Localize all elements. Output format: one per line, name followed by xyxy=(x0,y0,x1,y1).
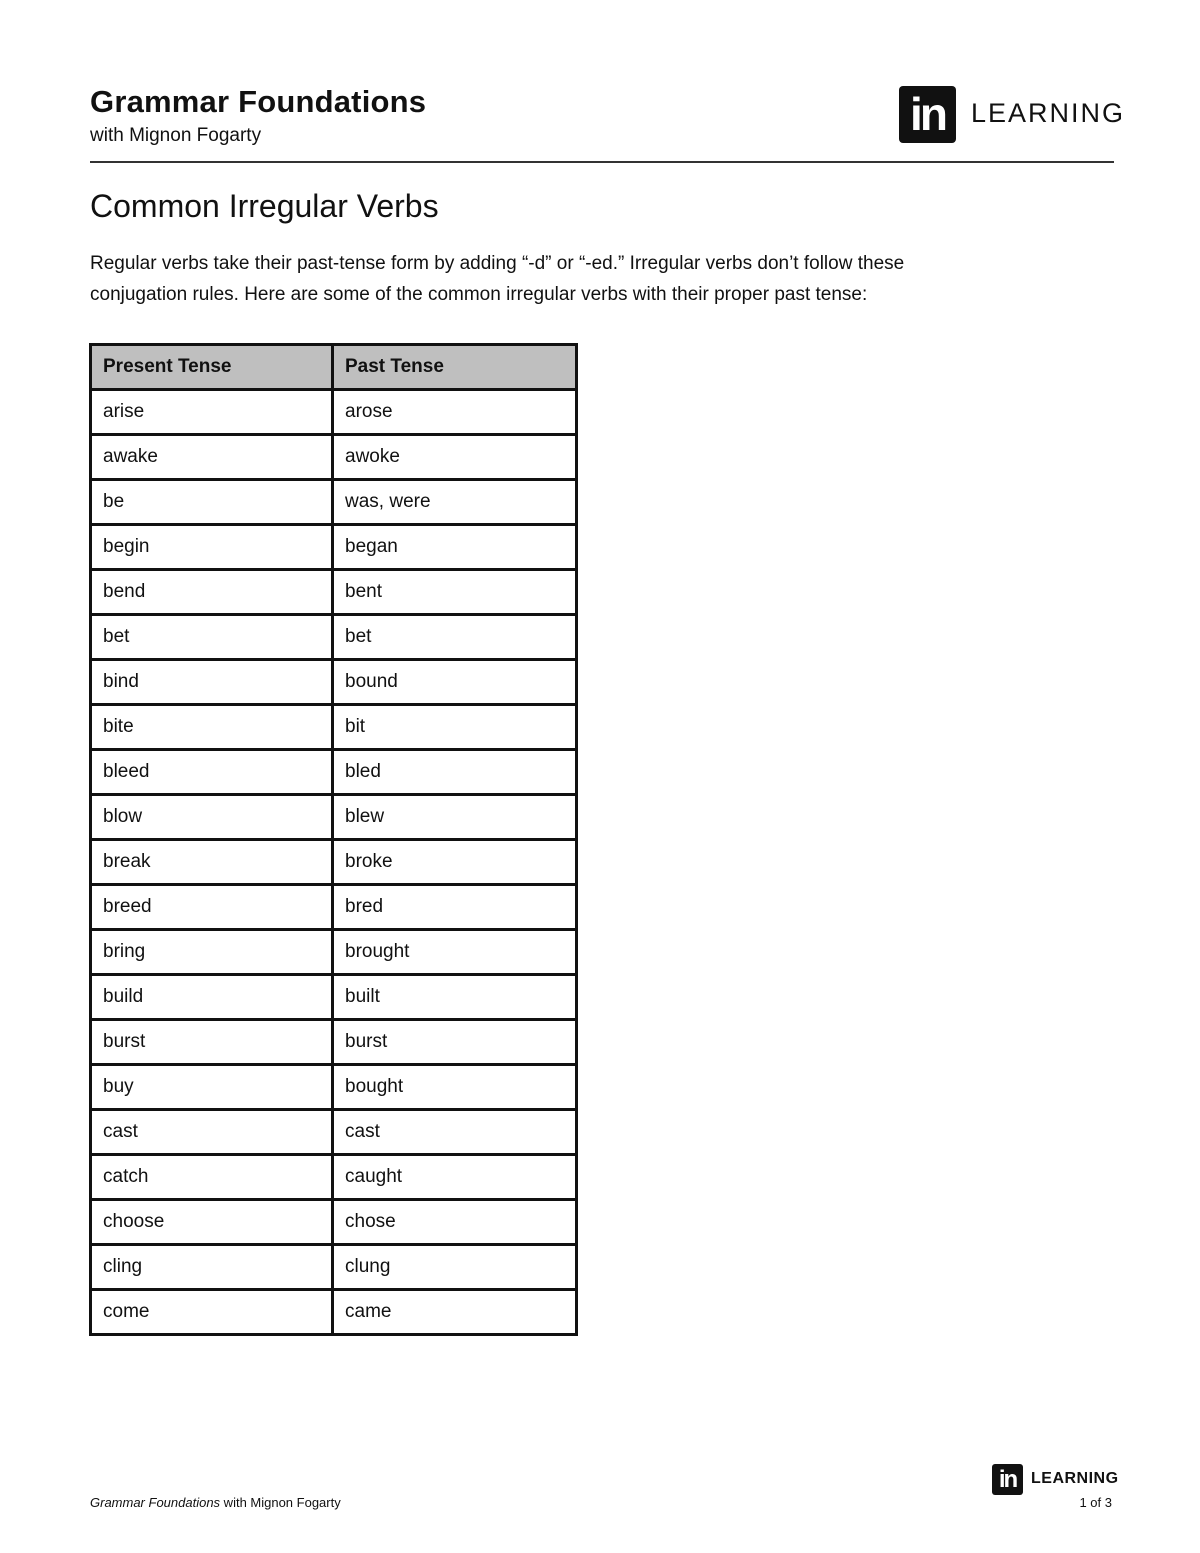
past-tense-cell: bent xyxy=(333,570,577,615)
past-tense-cell: bit xyxy=(333,705,577,750)
present-tense-cell: cast xyxy=(91,1110,333,1155)
table-row xyxy=(91,435,577,480)
table-row xyxy=(91,1245,577,1290)
table-row xyxy=(91,480,577,525)
table-row xyxy=(91,1155,577,1200)
past-tense-cell: was, were xyxy=(333,480,577,525)
present-tense-cell: catch xyxy=(91,1155,333,1200)
past-tense-cell: caught xyxy=(333,1155,577,1200)
table-row xyxy=(91,885,577,930)
table-row xyxy=(91,975,577,1020)
past-tense-cell: bred xyxy=(333,885,577,930)
footer-credit xyxy=(90,1495,341,1510)
table-row xyxy=(91,930,577,975)
table-row xyxy=(91,390,577,435)
present-tense-cell: awake xyxy=(91,435,333,480)
past-tense-cell: awoke xyxy=(333,435,577,480)
past-tense-cell: came xyxy=(333,1290,577,1335)
table-row xyxy=(91,705,577,750)
intro-line: Regular verbs take their past-tense form by adding “-d” or “-ed.” Irregular verbs don’t follow these xyxy=(90,253,905,274)
document-subtitle: with Mignon Fogarty xyxy=(90,125,262,146)
present-tense-cell: break xyxy=(91,840,333,885)
page-heading: Common Irregular Verbs xyxy=(90,188,439,224)
past-tense-cell: burst xyxy=(333,1020,577,1065)
document-title: Grammar Foundations xyxy=(90,84,427,119)
past-tense-cell: bled xyxy=(333,750,577,795)
intro-line: conjugation rules. Here are some of the common irregular verbs with their proper past tense: xyxy=(90,284,868,305)
table-row xyxy=(91,1110,577,1155)
table-row xyxy=(91,795,577,840)
present-tense-cell: begin xyxy=(91,525,333,570)
present-tense-cell: bend xyxy=(91,570,333,615)
table-row xyxy=(91,1290,577,1335)
table-row xyxy=(91,525,577,570)
column-header-past: Past Tense xyxy=(333,345,577,390)
past-tense-cell: bound xyxy=(333,660,577,705)
past-tense-cell: bet xyxy=(333,615,577,660)
past-tense-cell: began xyxy=(333,525,577,570)
past-tense-cell: arose xyxy=(333,390,577,435)
present-tense-cell: build xyxy=(91,975,333,1020)
present-tense-cell: bite xyxy=(91,705,333,750)
table-row xyxy=(91,570,577,615)
table-row xyxy=(91,1065,577,1110)
past-tense-cell: brought xyxy=(333,930,577,975)
past-tense-cell: chose xyxy=(333,1200,577,1245)
table-row xyxy=(91,750,577,795)
table-row xyxy=(91,615,577,660)
linkedin-in-icon: in xyxy=(899,86,956,143)
table-body xyxy=(91,390,577,1335)
past-tense-cell: blew xyxy=(333,795,577,840)
present-tense-cell: bleed xyxy=(91,750,333,795)
table-row xyxy=(91,660,577,705)
present-tense-cell: buy xyxy=(91,1065,333,1110)
header-divider xyxy=(90,161,1114,163)
past-tense-cell: clung xyxy=(333,1245,577,1290)
present-tense-cell: breed xyxy=(91,885,333,930)
table-header-row xyxy=(91,345,577,390)
present-tense-cell: burst xyxy=(91,1020,333,1065)
past-tense-cell: broke xyxy=(333,840,577,885)
footer-course-title: Grammar Foundations xyxy=(90,1495,221,1510)
table-row xyxy=(91,1020,577,1065)
present-tense-cell: bring xyxy=(91,930,333,975)
footer-logo xyxy=(992,1464,1117,1496)
present-tense-cell: blow xyxy=(91,795,333,840)
past-tense-cell: bought xyxy=(333,1065,577,1110)
footer-author: with Mignon Fogarty xyxy=(220,1495,341,1510)
present-tense-cell: be xyxy=(91,480,333,525)
table-row xyxy=(91,840,577,885)
present-tense-cell: bind xyxy=(91,660,333,705)
page-number: 1 of 3 xyxy=(1079,1495,1112,1510)
table-row xyxy=(91,1200,577,1245)
past-tense-cell: built xyxy=(333,975,577,1020)
intro-paragraph xyxy=(90,248,1040,310)
present-tense-cell: choose xyxy=(91,1200,333,1245)
present-tense-cell: arise xyxy=(91,390,333,435)
present-tense-cell: come xyxy=(91,1290,333,1335)
past-tense-cell: cast xyxy=(333,1110,577,1155)
present-tense-cell: bet xyxy=(91,615,333,660)
logo-wordmark: LEARNING xyxy=(971,98,1126,128)
column-header-present: Present Tense xyxy=(91,345,333,390)
linkedin-learning-logo xyxy=(899,86,1126,144)
present-tense-cell: cling xyxy=(91,1245,333,1290)
irregular-verbs-table xyxy=(89,343,578,1336)
linkedin-in-icon: in xyxy=(992,1464,1023,1495)
footer-logo-wordmark: LEARNING xyxy=(1031,1470,1119,1487)
